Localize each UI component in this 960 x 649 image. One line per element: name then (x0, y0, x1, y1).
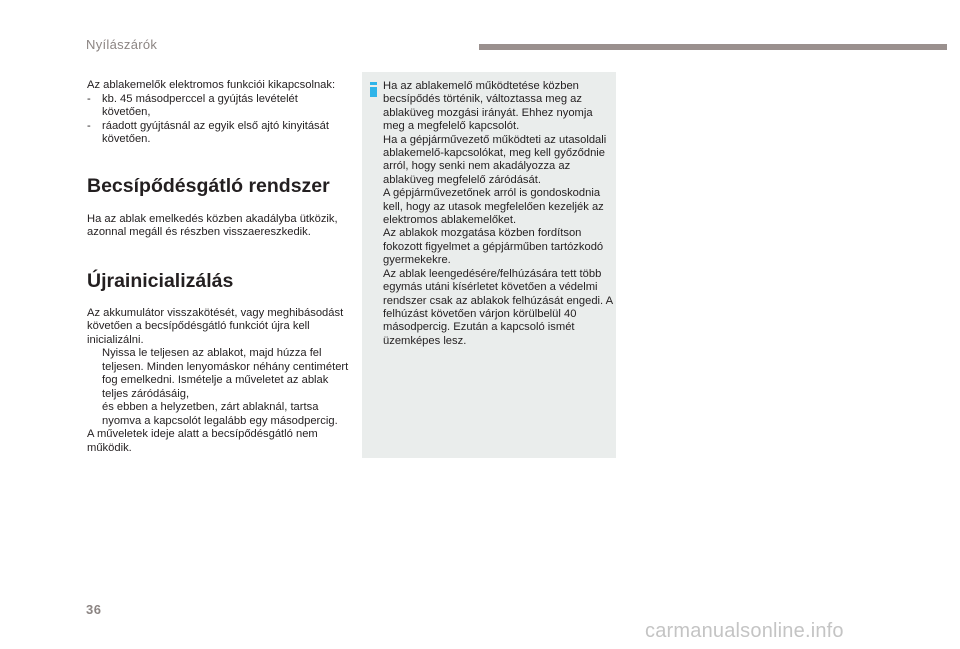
watermark[interactable]: carmanualsonline.info (645, 620, 844, 642)
list-item-text: kb. 45 másodperccel a gyújtás levételét követően, (102, 92, 298, 118)
info-paragraph: A gépjárművezetőnek arról is gondoskodnia kell, hogy az utasok megfelelően kezeljék az elektromos ablakemelőket. (383, 187, 604, 227)
list-item (87, 93, 349, 120)
intro-text: Az ablakemelők elektromos funkciói kikapcsolnak: (87, 79, 336, 91)
list-item (87, 120, 349, 147)
page-number: 36 (86, 602, 102, 617)
info-box-text (383, 80, 613, 348)
list-item-text: ráadott gyújtásnál az egyik első ajtó kinyitását követően. (102, 119, 329, 145)
info-icon (370, 82, 377, 97)
anti-pinch-text: Ha az ablak emelkedés közben akadályba ütközik, azonnal megáll és részben visszaereszkedik. (87, 212, 338, 238)
heading-reinitialization: Újrainicializálás (87, 269, 234, 292)
info-paragraph: Az ablakok mozgatása közben fordítson fokozott figyelmet a gépjárműben tartózkodó gyermekekre. (383, 227, 604, 267)
left-column (87, 79, 349, 455)
dash-marker: - (87, 92, 91, 105)
step-text: Nyissa le teljesen az ablakot, majd húzza fel teljesen. Minden lenyomáskor néhány centimétert fog emelkedni. Ismételje a műveletet az ablak teljes záródásáig, (102, 347, 349, 400)
reinit-text: Az akkumulátor visszakötését, vagy meghibásodást követően a becsípődésgátló funkciót újra kell inicializálni. (87, 306, 344, 346)
dash-marker: - (87, 119, 91, 132)
info-paragraph: Ha az ablakemelő működtetése közben becsípődés történik, változtassa meg az ablaküveg mozgási irányát. Ehhez nyomja meg a megfelelő kapcsolót. (383, 80, 593, 133)
info-box (362, 72, 616, 458)
step-text: és ebben a helyzetben, zárt ablaknál, tartsa nyomva a kapcsolót legalább egy másodpercig. (102, 401, 338, 427)
step-item (87, 347, 349, 401)
closing-text: A műveletek ideje alatt a becsípődésgátló nem működik. (87, 428, 318, 454)
info-paragraph: Ha a gépjárművezető működteti az utasoldali ablakemelő-kapcsolókat, meg kell győződnie arról, hogy senki nem akadályozza az ablaküveg megfelelő záródását. (383, 133, 607, 186)
section-title: Nyílászárók (86, 37, 158, 52)
info-paragraph: Az ablak leengedésére/felhúzására tett több egymás utáni kísérletet követően a védelmi rendszer csak az ablakok felhúzását engedi. A felhúzást követően várjon körülbelül 40 másodpercig. Ezután a kapcsoló ismét üzemképes lesz. (383, 267, 613, 347)
header-bar (479, 44, 947, 50)
step-item (87, 401, 349, 428)
heading-anti-pinch: Becsípődésgátló rendszer (87, 174, 330, 197)
